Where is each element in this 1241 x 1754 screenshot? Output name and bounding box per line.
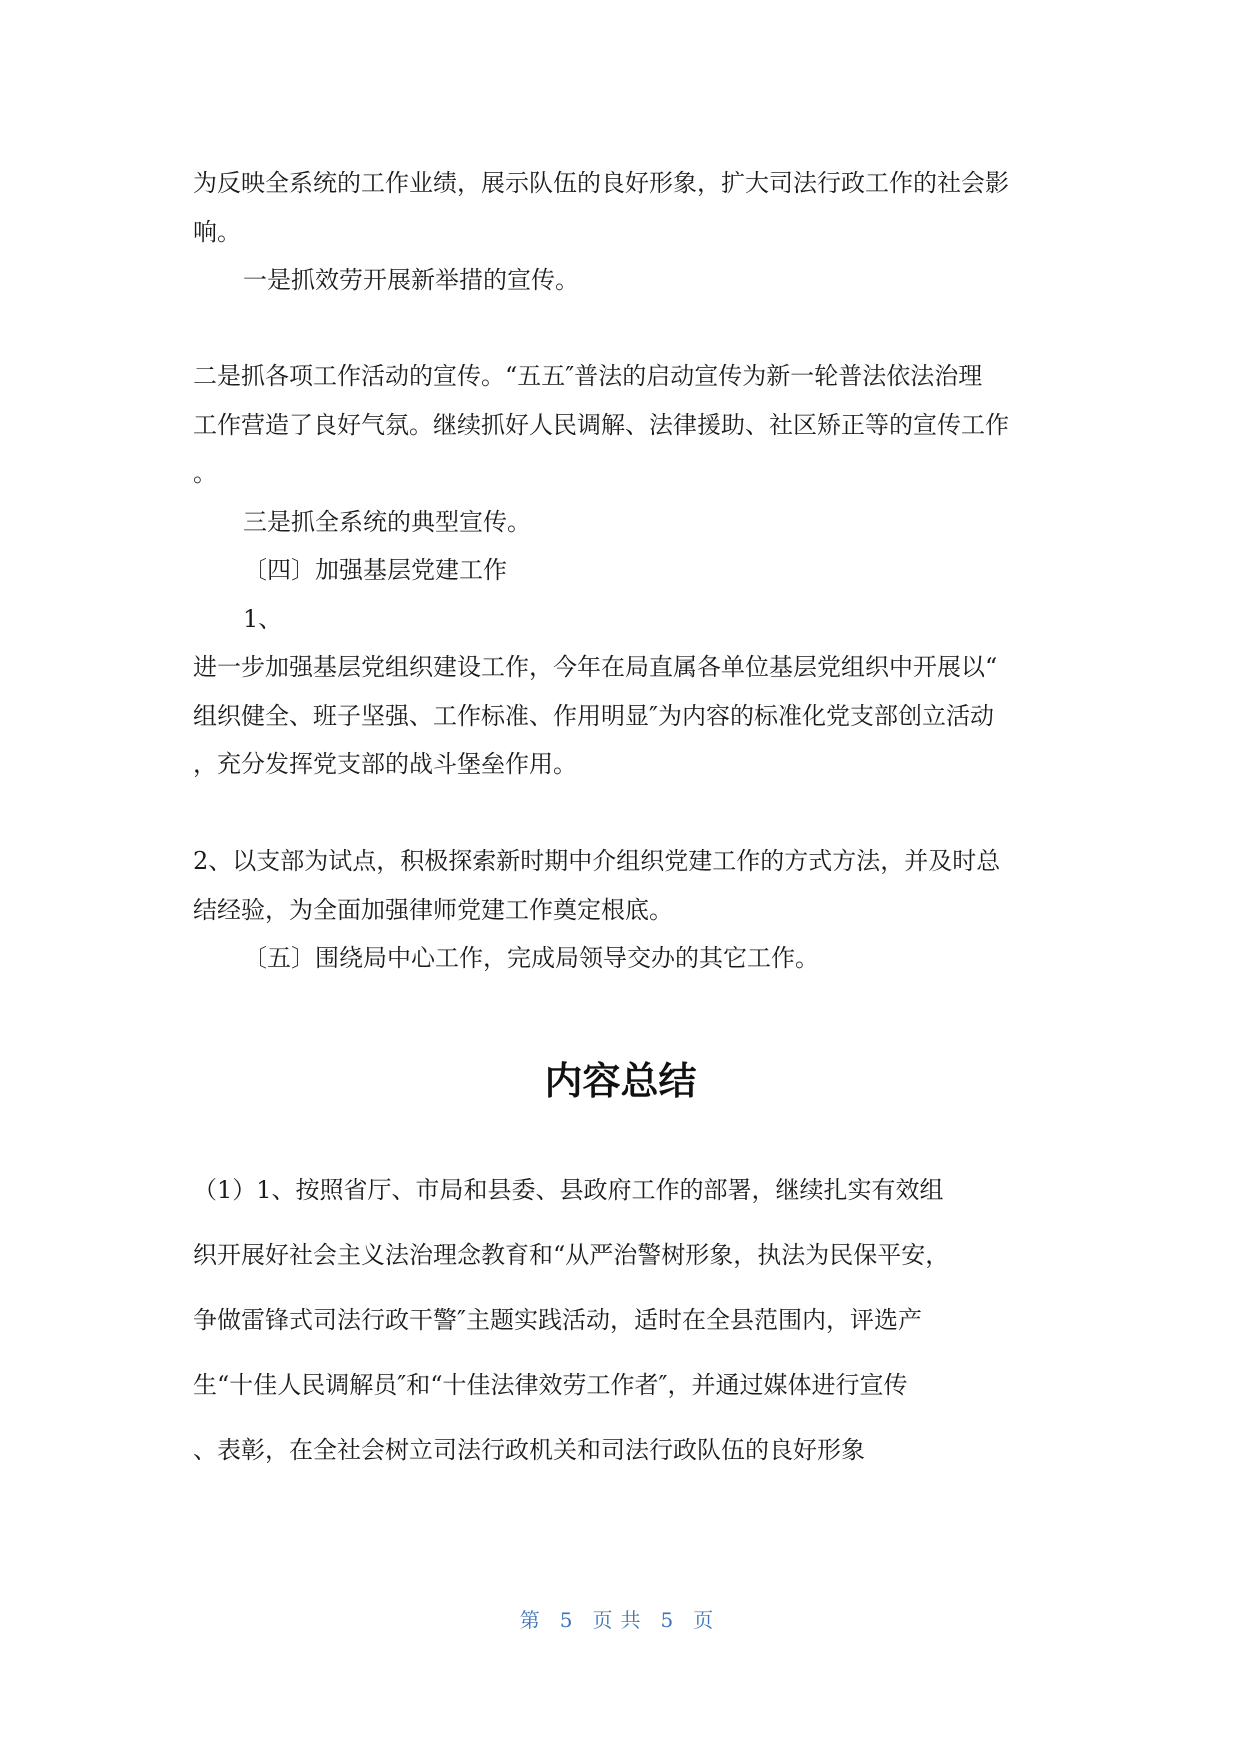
paragraph-line: 工作营造了良好气氛。继续抓好人民调解、法律援助、社区矫正等的宣传工作 xyxy=(193,411,1009,439)
paragraph-line: 二是抓各项工作活动的宣传。“五五″普法的启动宣传为新一轮普法依法治理 xyxy=(193,362,983,390)
summary-line: 、表彰，在全社会树立司法行政机关和司法行政队伍的良好形象 xyxy=(193,1436,865,1464)
list-number: 1、 xyxy=(243,605,283,633)
paragraph-line: 组织健全、班子坚强、工作标准、作用明显″为内容的标准化党支部创立活动 xyxy=(193,702,994,730)
paragraph-line: 结经验，为全面加强律师党建工作奠定根底。 xyxy=(193,896,673,924)
footer-prefix: 第 xyxy=(519,1608,548,1632)
paragraph-line: 一是抓效劳开展新举措的宣传。 xyxy=(243,266,579,294)
footer-suffix: 页 xyxy=(693,1608,722,1632)
footer-page-number: 5 xyxy=(559,1608,581,1632)
summary-line: （1）1、按照省厅、市局和县委、县政府工作的部署，继续扎实有效组 xyxy=(193,1176,944,1204)
summary-title: 内容总结 xyxy=(544,1059,697,1103)
paragraph-line: 进一步加强基层党组织建设工作，今年在局直属各单位基层党组织中开展以“ xyxy=(193,653,998,681)
summary-line: 织开展好社会主义法治理念教育和“从严治警树形象，执法为民保平安， xyxy=(193,1241,950,1269)
paragraph-line: 为反映全系统的工作业绩，展示队伍的良好形象，扩大司法行政工作的社会影 xyxy=(193,169,1009,197)
paragraph-line: ，充分发挥党支部的战斗堡垒作用。 xyxy=(193,750,577,778)
paragraph-line: 三是抓全系统的典型宣传。 xyxy=(243,508,531,536)
section-heading: 〔四〕加强基层党建工作 xyxy=(243,556,507,584)
footer-total-pages: 5 xyxy=(660,1608,682,1632)
section-heading: 〔五〕围绕局中心工作，完成局领导交办的其它工作。 xyxy=(243,944,819,972)
paragraph-line: 2、以支部为试点，积极探索新时期中介组织党建工作的方式方法，并及时总 xyxy=(193,847,1001,875)
footer-middle: 页共 xyxy=(592,1608,649,1632)
page-footer xyxy=(0,1604,1241,1633)
summary-line: 生“十佳人民调解员″和“十佳法律效劳工作者″，并通过媒体进行宣传 xyxy=(193,1371,908,1399)
paragraph-line: 响。 xyxy=(193,218,241,246)
paragraph-line: 。 xyxy=(193,459,217,487)
summary-line: 争做雷锋式司法行政干警″主题实践活动，适时在全县范围内，评选产 xyxy=(193,1306,922,1334)
